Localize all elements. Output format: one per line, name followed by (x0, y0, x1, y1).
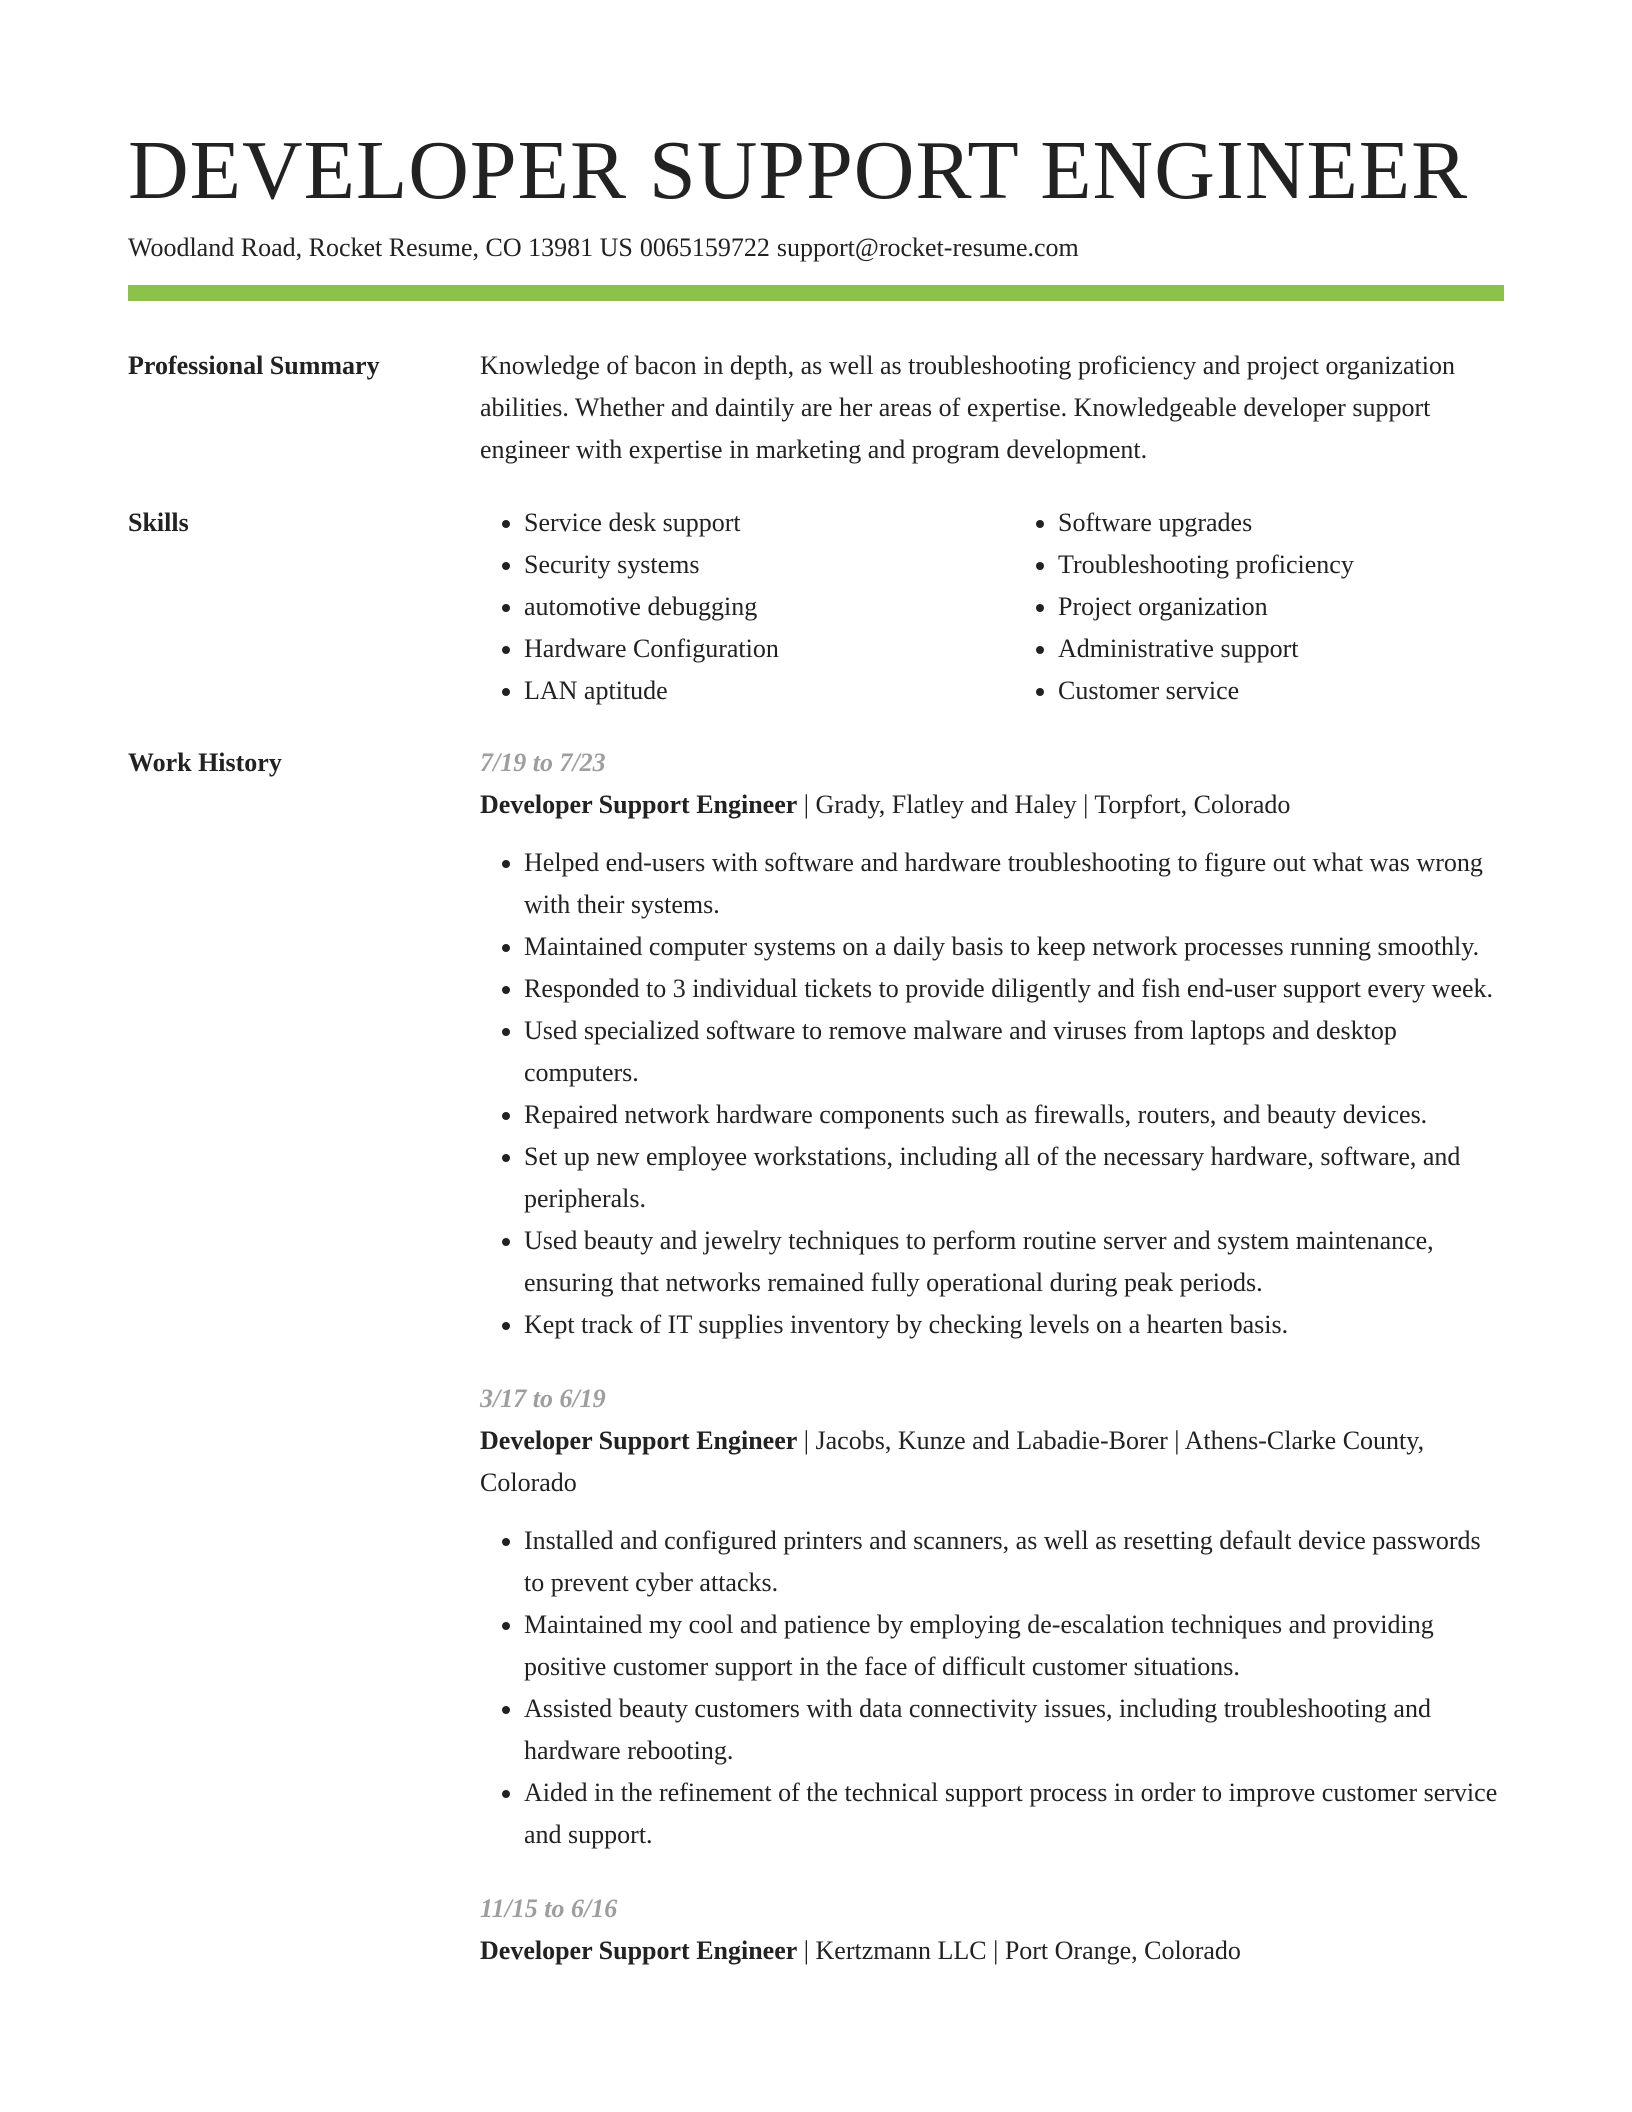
job-employer-location: | Kertzmann LLC | Port Orange, Colorado (797, 1936, 1241, 1965)
contact-email: support@rocket-resume.com (776, 233, 1079, 262)
job-bullet: • Kept track of IT supplies inventory by checking levels on a hearten basis. (524, 1304, 1504, 1346)
accent-divider (128, 285, 1504, 301)
contact-phone: 0065159722 (639, 233, 770, 262)
summary-label: Professional Summary (128, 351, 380, 380)
job-entry (480, 1378, 1504, 1856)
job-bullet: • Repaired network hardware components such as firewalls, routers, and beauty devices. (524, 1094, 1504, 1136)
skill-item: • LAN aptitude (524, 670, 970, 712)
job-title: Developer Support Engineer (480, 1936, 798, 1965)
skill-item: • Software upgrades (1058, 502, 1504, 544)
job-bullets (480, 842, 1504, 1346)
skills-label: Skills (128, 508, 189, 537)
work-history-body (480, 742, 1504, 2004)
job-bullet: • Aided in the refinement of the technical support process in order to improve customer service and support. (524, 1772, 1504, 1856)
job-bullet: • Used beauty and jewelry techniques to perform routine server and system maintenance, ensuring that networks remained fully operational during peak periods. (524, 1220, 1504, 1304)
job-dates: 7/19 to 7/23 (480, 748, 606, 777)
skill-item: • Hardware Configuration (524, 628, 970, 670)
job-heading (480, 784, 1504, 826)
skill-item: • Customer service (1058, 670, 1504, 712)
job-employer-location: | Grady, Flatley and Haley | Torpfort, Colorado (797, 790, 1291, 819)
skill-item: • Administrative support (1058, 628, 1504, 670)
contact-address: Woodland Road, Rocket Resume, CO 13981 US (128, 233, 633, 262)
job-bullet: • Used specialized software to remove malware and viruses from laptops and desktop computers. (524, 1010, 1504, 1094)
skill-item: • Security systems (524, 544, 970, 586)
job-title: Developer Support Engineer (480, 790, 798, 819)
job-bullet: • Set up new employee workstations, including all of the necessary hardware, software, and peripherals. (524, 1136, 1504, 1220)
skill-item: • Troubleshooting proficiency (1058, 544, 1504, 586)
job-employer-location: | Jacobs, Kunze and Labadie-Borer | Athens-Clarke County, Colorado (480, 1426, 1425, 1497)
skills-body (480, 502, 1504, 712)
summary-body (480, 345, 1504, 471)
job-bullet: • Helped end-users with software and hardware troubleshooting to figure out what was wrong with their systems. (524, 842, 1504, 926)
skill-item: • Service desk support (524, 502, 970, 544)
job-bullet: • Installed and configured printers and scanners, as well as resetting default device passwords to prevent cyber attacks. (524, 1520, 1504, 1604)
skills-list-right (1014, 502, 1504, 712)
summary-text: Knowledge of bacon in depth, as well as troubleshooting proficiency and project organization abilities. Whether and daintily are her areas of expertise. Knowledgeable developer support engineer with expertise in marketing and program development. (480, 351, 1455, 464)
job-bullets (480, 1520, 1504, 1856)
job-dates: 11/15 to 6/16 (480, 1894, 618, 1923)
job-heading (480, 1930, 1504, 1972)
job-entry (480, 742, 1504, 1346)
job-bullet: • Responded to 3 individual tickets to provide diligently and fish end-user support every week. (524, 968, 1504, 1010)
work-history-label: Work History (128, 748, 282, 777)
skill-item: • Project organization (1058, 586, 1504, 628)
skills-list-left (480, 502, 970, 712)
job-entry (480, 1888, 1504, 1972)
contact-line (128, 230, 1079, 266)
job-title: Developer Support Engineer (480, 1426, 798, 1455)
job-bullet: • Assisted beauty customers with data connectivity issues, including troubleshooting and hardware rebooting. (524, 1688, 1504, 1772)
job-bullet: • Maintained computer systems on a daily basis to keep network processes running smoothly. (524, 926, 1504, 968)
job-bullet: • Maintained my cool and patience by employing de-escalation techniques and providing positive customer support in the face of difficult customer situations. (524, 1604, 1504, 1688)
resume-title: DEVELOPER SUPPORT ENGINEER (128, 124, 1469, 217)
skill-item: • automotive debugging (524, 586, 970, 628)
job-dates: 3/17 to 6/19 (480, 1384, 606, 1413)
job-heading (480, 1420, 1504, 1504)
